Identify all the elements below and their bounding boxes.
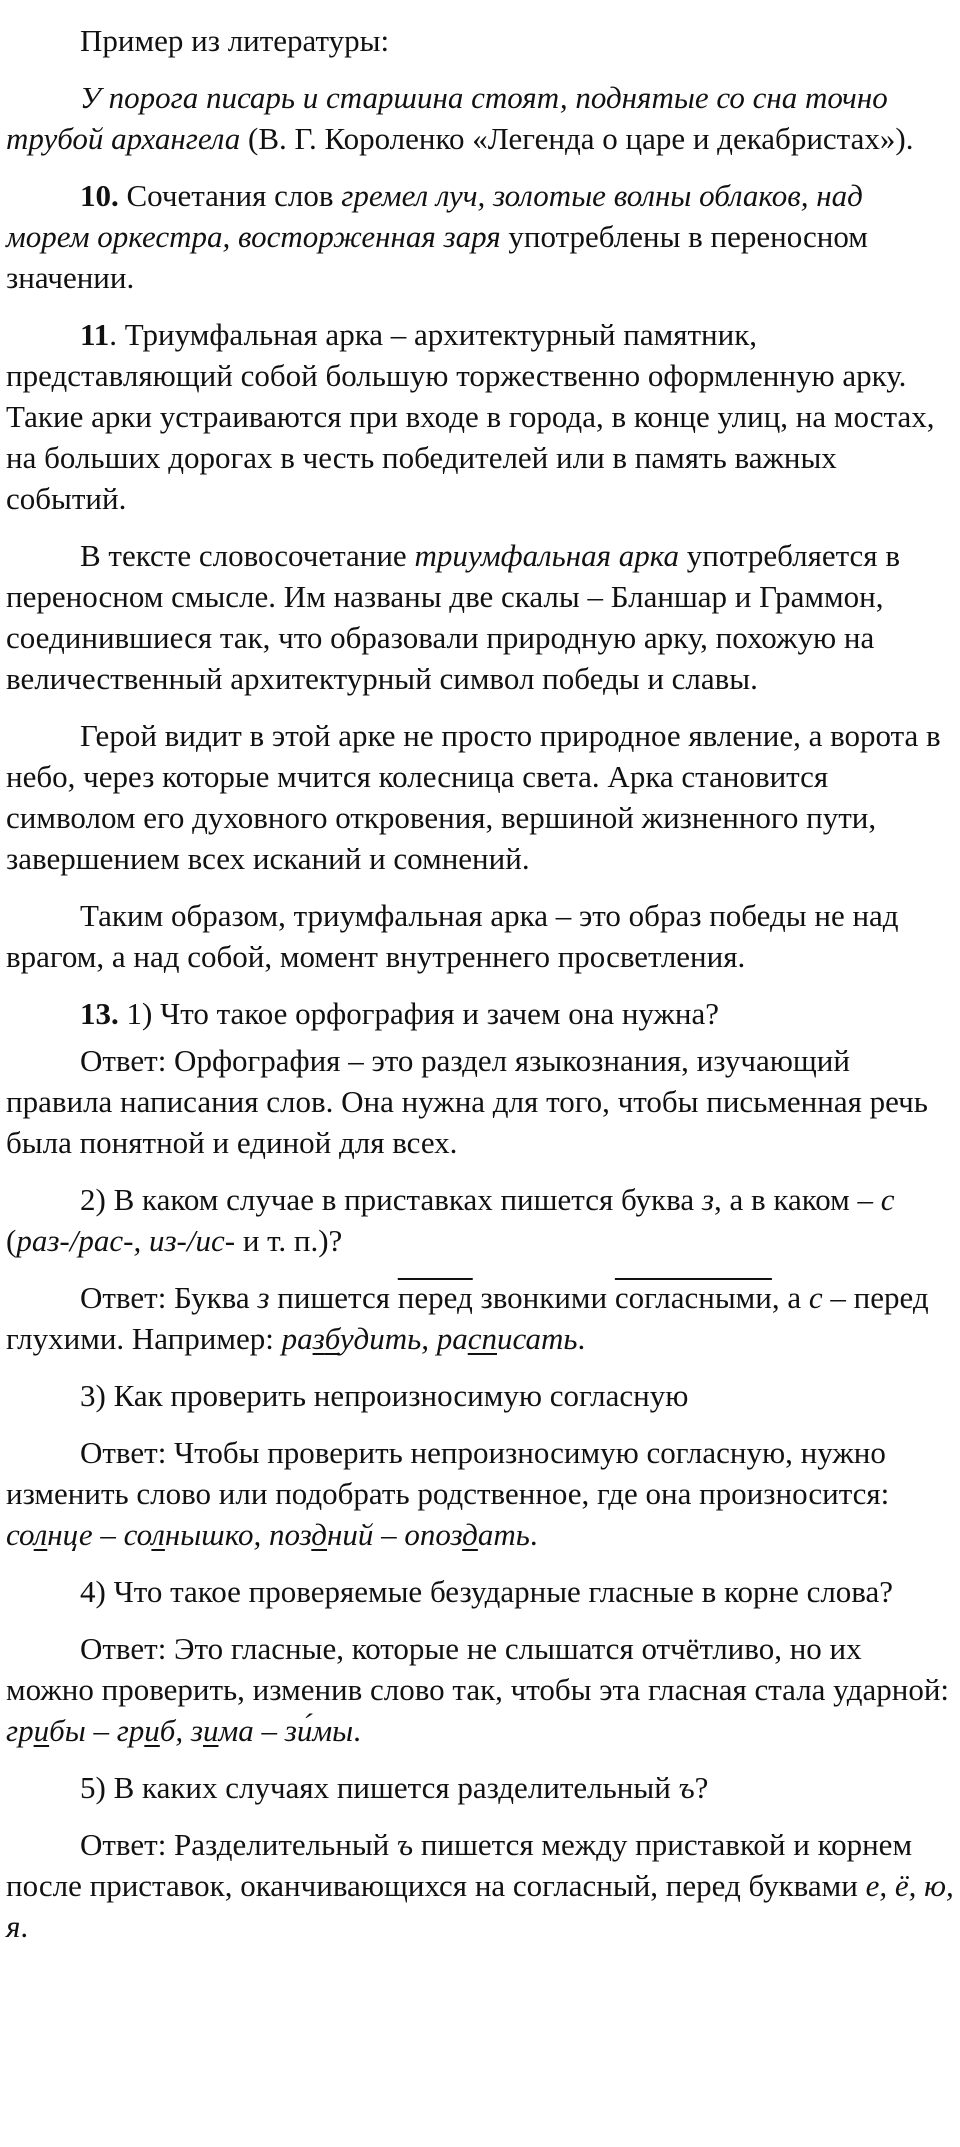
text-run: Пример из литературы: xyxy=(80,23,390,58)
text-run: Ответ: Разделительный xyxy=(80,1827,398,1862)
italic-text: гремел луч, золотые волны облаков, над морем оркестра, восторженная заря xyxy=(6,178,863,254)
text-run: . xyxy=(529,1517,538,1552)
text-run: ? xyxy=(694,1770,709,1805)
text-run: употреблены в переносном значении. xyxy=(6,219,868,295)
italic-text: и xyxy=(144,1713,160,1748)
paragraph xyxy=(6,1767,954,1808)
text-run: пишется xyxy=(269,1280,398,1315)
italic-text: з xyxy=(257,1280,270,1315)
text-run: (В. Г. Короленко «Легенда о царе и декабристах»). xyxy=(240,121,914,156)
italic-text: бы – гр xyxy=(49,1713,145,1748)
italic-text: ъ xyxy=(678,1770,695,1805)
paragraph xyxy=(6,1571,954,1612)
italic-text: и xyxy=(33,1713,50,1748)
paragraph xyxy=(6,1824,954,1947)
text-run: Таким образом, триумфальная арка – это образ победы не над врагом, а над собой, момент внутреннего просветления. xyxy=(6,898,899,974)
paragraph xyxy=(6,1432,954,1555)
text-run: 3) Как проверить непроизносимую согласную xyxy=(80,1378,689,1413)
text-run: Сочетания слов xyxy=(118,178,342,213)
italic-text: ма – зи́мы xyxy=(218,1713,354,1748)
paragraph xyxy=(6,535,954,699)
italic-text: исать xyxy=(497,1321,578,1356)
text-run: согласными xyxy=(614,1280,772,1315)
italic-text: с xyxy=(880,1182,895,1217)
italic-text: с xyxy=(808,1280,823,1315)
text-run: В тексте словосочетание xyxy=(80,538,415,573)
text-run: Ответ: Орфография – это раздел языкознания, изучающий правила написания слов. Она нужна для того, чтобы письменная речь была понятной и единой для всех. xyxy=(6,1043,928,1160)
text-run: и т. п.)? xyxy=(235,1223,343,1258)
italic-text: триумфальная арка xyxy=(414,538,680,573)
paragraph xyxy=(6,1040,954,1163)
item-number: 10. xyxy=(80,178,119,213)
italic-text: д xyxy=(462,1517,478,1552)
text-run: 1) Что такое орфография и зачем она нужна? xyxy=(118,996,720,1031)
text-run: , а в каком – xyxy=(713,1182,881,1217)
text-run: звонкими xyxy=(472,1280,615,1315)
paragraph xyxy=(6,77,954,159)
text-run: Герой видит в этой арке не просто природное явление, а ворота в небо, через которые мчится колесница света. Арка становится символом его духовного откровения, вершиной жизненного пути, завершением всех исканий и сомнений. xyxy=(6,718,941,876)
italic-text: ъ xyxy=(397,1827,414,1862)
italic-text: нышко, поз xyxy=(164,1517,312,1552)
item-number: 13. xyxy=(80,996,119,1031)
text-run: . xyxy=(20,1909,29,1944)
italic-text: ра xyxy=(281,1321,313,1356)
text-run: 5) В каких случаях пишется разделительный xyxy=(80,1770,679,1805)
italic-text: ний – опоз xyxy=(326,1517,463,1552)
italic-text: ать xyxy=(477,1517,530,1552)
text-run: . xyxy=(353,1713,361,1748)
italic-text: У порога писарь и старшина стоят, поднятые со сна точно трубой архангела xyxy=(6,80,888,156)
italic-text: п xyxy=(481,1321,497,1356)
paragraph xyxy=(6,175,954,298)
paragraph xyxy=(6,1277,954,1359)
italic-text: д xyxy=(311,1517,327,1552)
paragraph xyxy=(6,314,954,519)
paragraph xyxy=(6,1375,954,1416)
text-run: перед xyxy=(397,1280,473,1315)
text-run: , а xyxy=(771,1280,809,1315)
text-run: пишется между приставкой и корнем после приставок, оканчивающихся на согласный, перед буквами xyxy=(6,1827,913,1903)
italic-text: л xyxy=(33,1517,48,1552)
italic-text: з xyxy=(312,1321,325,1356)
paragraph xyxy=(6,1179,954,1261)
italic-text: со xyxy=(6,1517,34,1552)
text-run: . Триумфальная арка – архитектурный памятник, представляющий собой большую торжественно оформленную арку. Такие арки устраиваются при входе в города, в конце улиц, на мостах, на больших дорогах в честь победителей или в память важных событий. xyxy=(6,317,935,516)
italic-text: и xyxy=(202,1713,219,1748)
paragraph xyxy=(6,1628,954,1751)
paragraph xyxy=(6,20,954,61)
text-run: Ответ: Чтобы проверить непроизносимую согласную, нужно изменить слово или подобрать родственное, где она произносится: xyxy=(6,1435,890,1511)
text-run: употребляется в переносном смысле. Им названы две скалы – Бланшар и Граммон, соединившиеся так, что образовали природную арку, похожую на величественный архитектурный символ победы и славы. xyxy=(6,538,900,696)
text-run: – перед глухими. Например: xyxy=(6,1280,929,1356)
text-run: . xyxy=(577,1321,586,1356)
italic-text: б xyxy=(324,1321,340,1356)
italic-text: з xyxy=(701,1182,714,1217)
italic-text: раз-/рас-, из-/ис- xyxy=(16,1223,236,1258)
paragraph xyxy=(6,715,954,879)
italic-text: удить, ра xyxy=(339,1321,468,1356)
paragraph xyxy=(6,895,954,977)
italic-text: с xyxy=(467,1321,482,1356)
italic-text: е, ё, ю, я xyxy=(6,1868,954,1944)
item-number: 11 xyxy=(80,317,110,352)
text-run: 2) В каком случае в приставках пишется буква xyxy=(80,1182,702,1217)
italic-text: гр xyxy=(6,1713,34,1748)
italic-text: нце – со xyxy=(47,1517,152,1552)
text-run: Ответ: Буква xyxy=(80,1280,258,1315)
paragraph xyxy=(6,993,954,1034)
text-run: Ответ: Это гласные, которые не слышатся отчётливо, но их можно проверить, изменив слово так, чтобы эта гласная стала ударной: xyxy=(6,1631,950,1707)
text-run: 4) Что такое проверяемые безударные гласные в корне слова? xyxy=(80,1574,894,1609)
italic-text: б, з xyxy=(159,1713,203,1748)
text-run: ( xyxy=(6,1223,17,1258)
italic-text: л xyxy=(151,1517,165,1552)
